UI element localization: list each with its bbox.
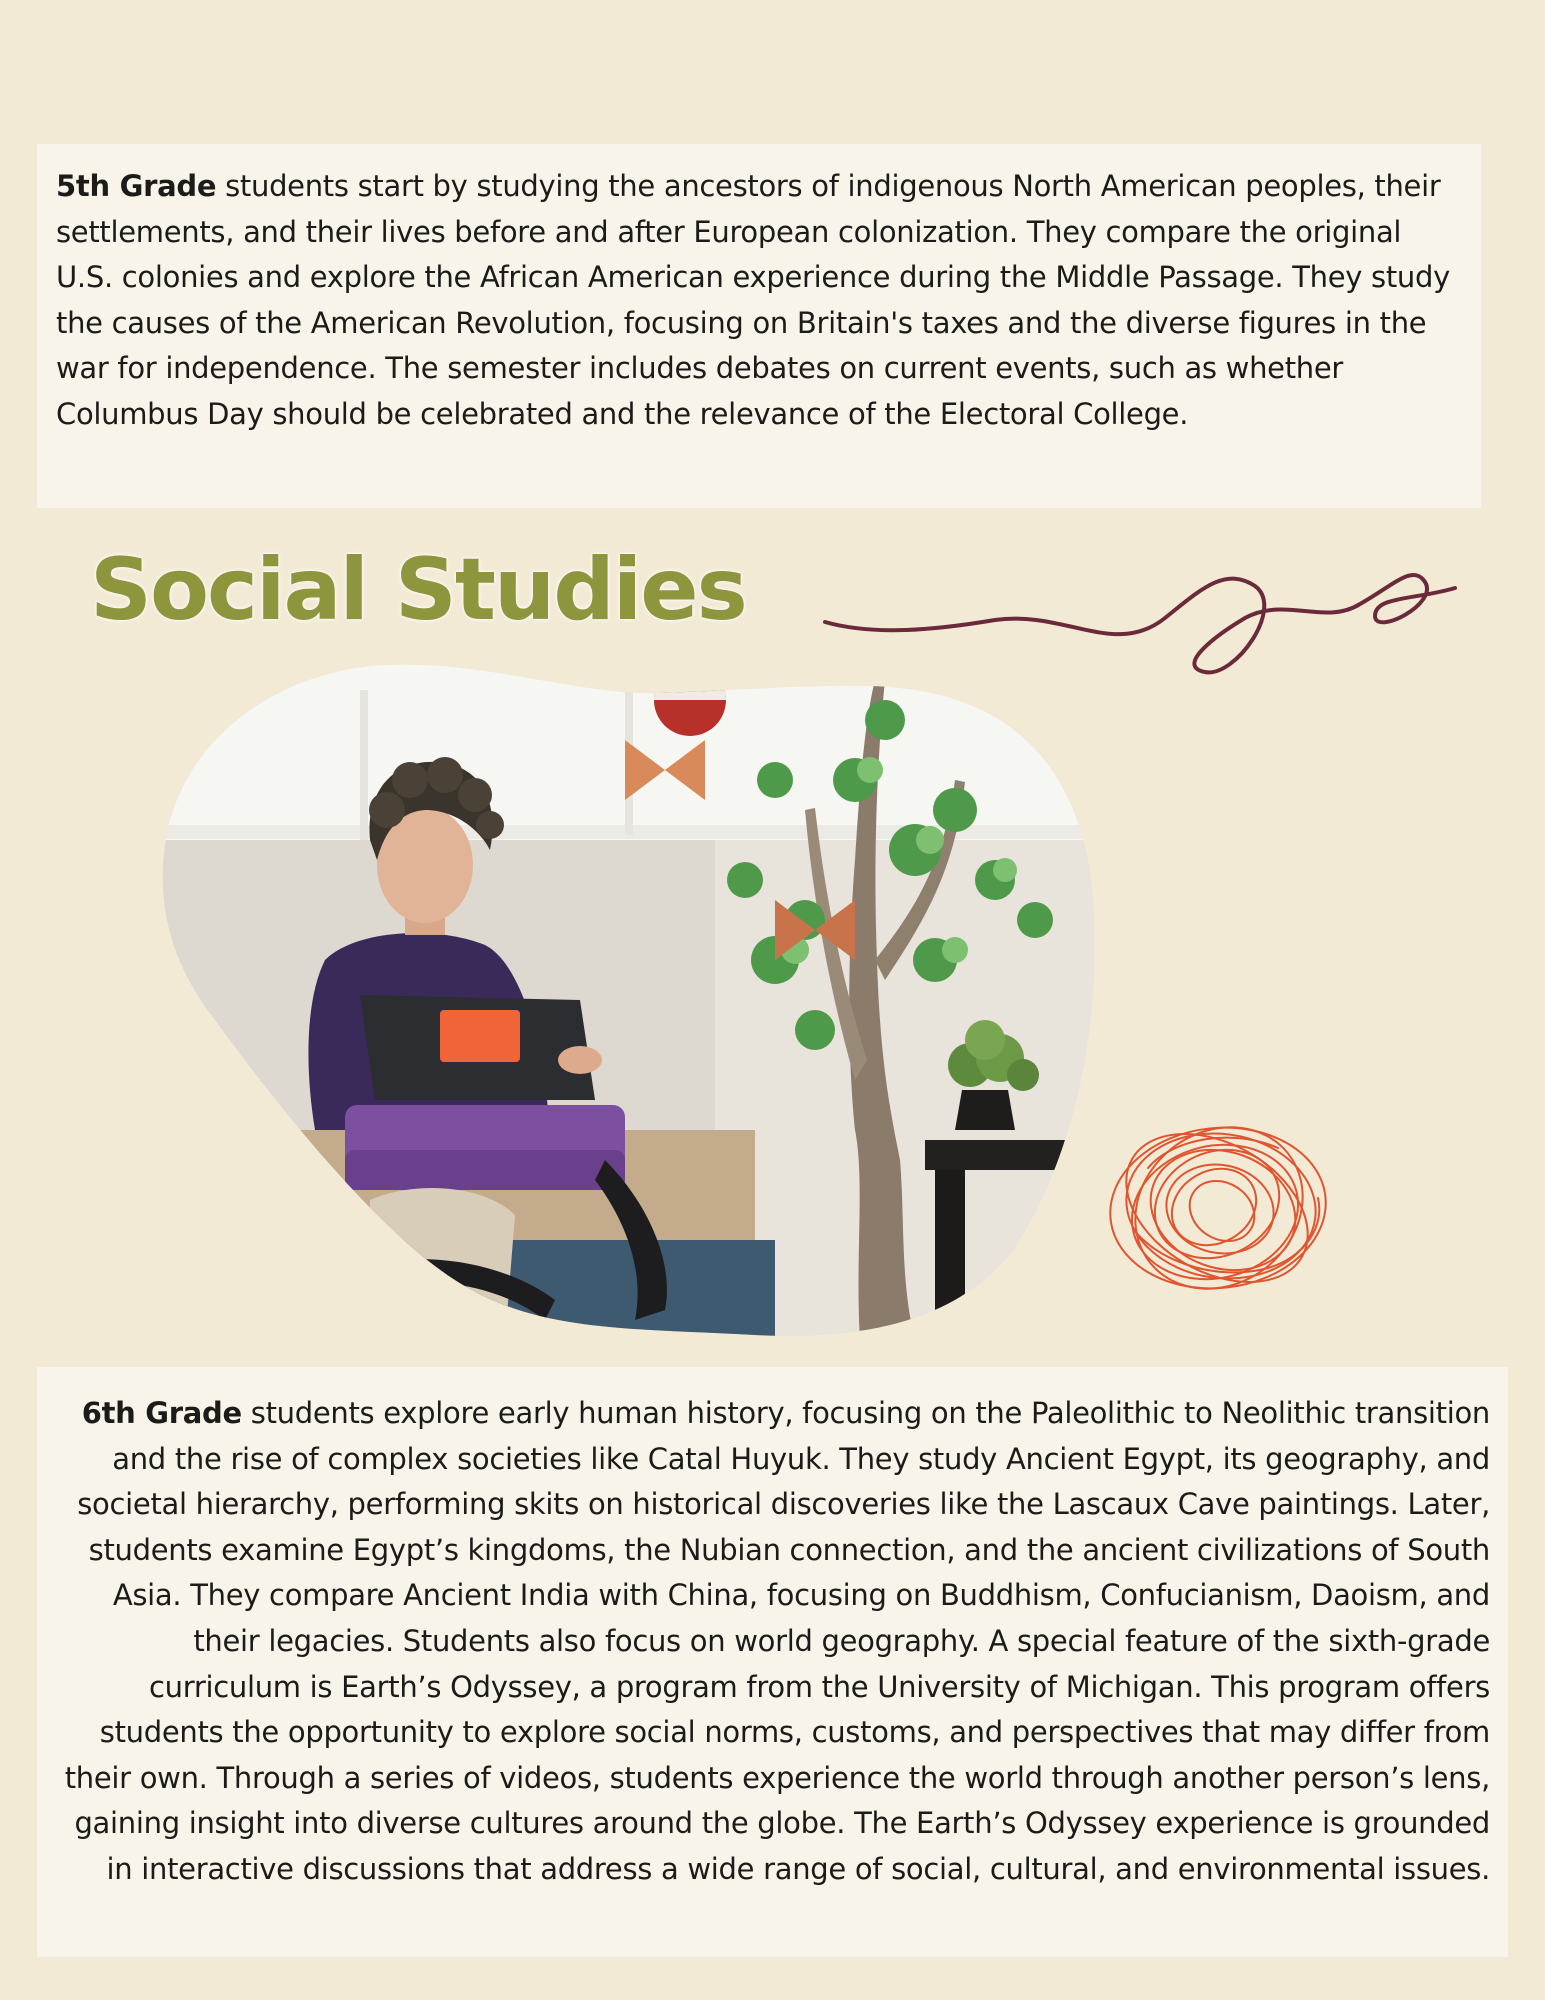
grade5-text-box <box>37 144 1481 508</box>
scribble-circle-decoration <box>1093 1108 1343 1308</box>
grade5-label: 5th Grade <box>56 169 217 203</box>
grade6-text-box <box>37 1367 1508 1957</box>
page-title: Social Studies <box>90 540 746 640</box>
grade5-body: students start by studying the ancestors of indigenous North American peoples, their settlements, and their lives before and after European colonization. They compare the original U.S. colonies and explore the African American experience during the Middle Passage. They study the causes of the American Revolution, focusing on Britain's taxes and the diverse figures in the war for independence. The semester includes debates on current events, such as whether Columbus Day should be celebrated and the relevance of the Electoral College. <box>56 169 1450 431</box>
grade6-paragraph <box>57 1391 1490 1893</box>
grade6-body: students explore early human history, focusing on the Paleolithic to Neolithic transition and the rise of complex societies like Catal Huyuk. They study Ancient Egypt, its geography, and societal hierarchy, performing skits on historical discoveries like the Lascaux Cave paintings. Later, students examine Egypt’s kingdoms, the Nubian connection, and the ancient civilizations of South Asia. They compare Ancient India with China, focusing on Buddhism, Confucianism, Daoism, and their legacies. Students also focus on world geography. A special feature of the sixth-grade curriculum is Earth’s Odyssey, a program from the University of Michigan. This program offers students the opportunity to explore social norms, customs, and perspectives that may differ from their own. Through a series of videos, students experience the world through another person’s lens, gaining insight into diverse cultures around the globe. The Earth’s Odyssey experience is grounded in interactive discussions that address a wide range of social, cultural, and environmental issues. <box>64 1396 1490 1886</box>
grade6-label: 6th Grade <box>81 1396 242 1430</box>
grade5-paragraph <box>56 164 1463 438</box>
photo-child-with-tablet <box>155 660 1155 1340</box>
